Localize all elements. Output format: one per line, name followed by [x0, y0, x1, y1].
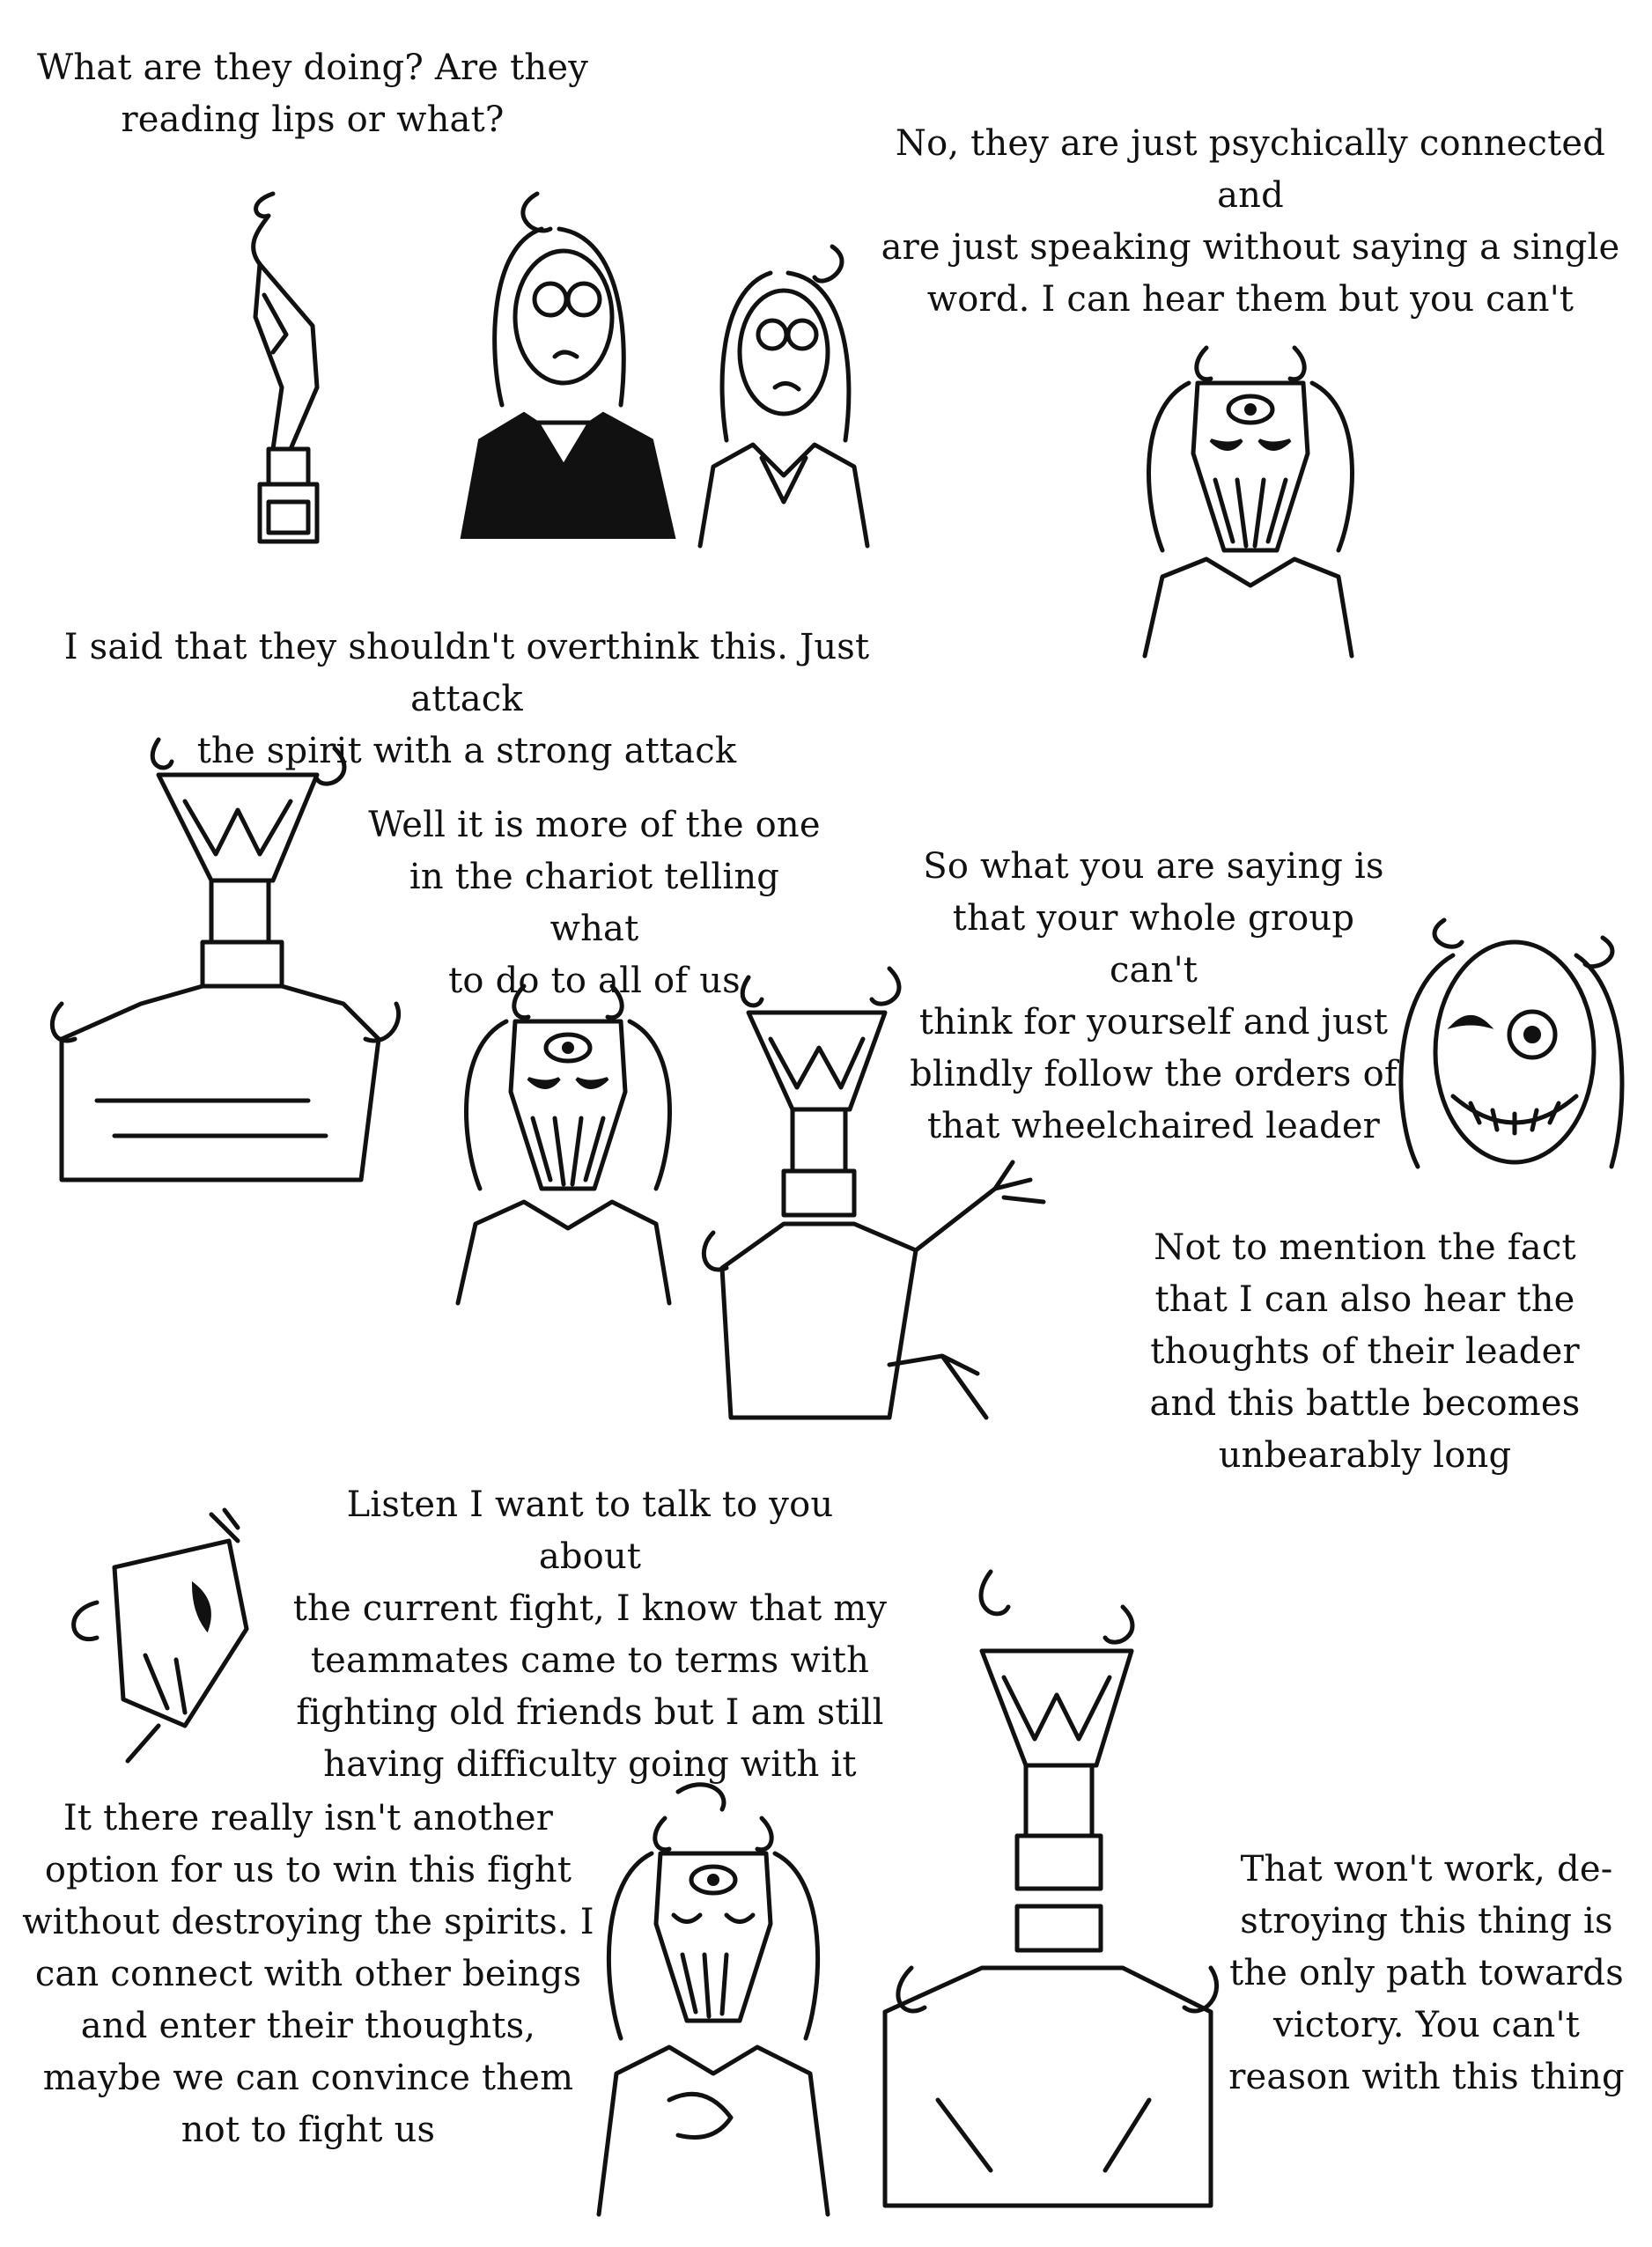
caption-whole-group: So what you are saying is that your whole group can't think for yourself and just blindly follow the orders of that wheelchaired leader: [910, 846, 1398, 1146]
masked-cyclops-spirit: [1127, 330, 1374, 665]
girl-with-glasses-light-coat: [691, 238, 876, 555]
caption-listen-current-fight: Listen I want to talk to you about the current fight, I know that my teammates came to terms with fighting old friends but I am still having difficulty going with it: [292, 1484, 888, 1785]
crowned-spirit-crossed-arms: [26, 713, 396, 1206]
caption-another-option: It there really isn't another option for us to win this fight without destroying the spirits. I can connect with other beings and enter their thoughts, maybe we can convince them not to fight us: [22, 1798, 594, 2150]
caption-not-to-mention: Not to mention the fact that I can also hear the thoughts of their leader and this battle becomes unbearably long: [1149, 1227, 1581, 1476]
caption-shouldnt-overthink: I said that they shouldn't overthink this. Just attack the spirit with a strong attack: [63, 627, 870, 771]
tilted-masked-spirit: [62, 1506, 282, 1770]
crowned-spirit-with-claws: [696, 960, 1092, 1506]
crowned-spirit-bottom: [859, 1554, 1228, 2223]
caption-that-wont-work: That won't work, de- stroying this thing is the only path towards victory. You can't reason with this thing: [1228, 1849, 1625, 2097]
masked-spirit-hand-on-chest: [581, 1783, 845, 2223]
masked-cyclops-spirit-middle: [440, 969, 696, 1312]
grinning-spirit-peeking: [1391, 902, 1638, 1202]
horned-spirit-figure: [220, 185, 352, 555]
caption-one-in-the-chariot: Well it is more of the one in the chariot telling what to do to all of us: [368, 805, 821, 1001]
caption-psychically-connected: No, they are just psychically connected and are just speaking without saying a single word. I can hear them but you can't: [881, 123, 1620, 320]
caption-what-are-they-doing: What are they doing? Are they reading lips or what?: [37, 48, 588, 140]
girl-with-glasses-dark-coat: [454, 176, 682, 546]
